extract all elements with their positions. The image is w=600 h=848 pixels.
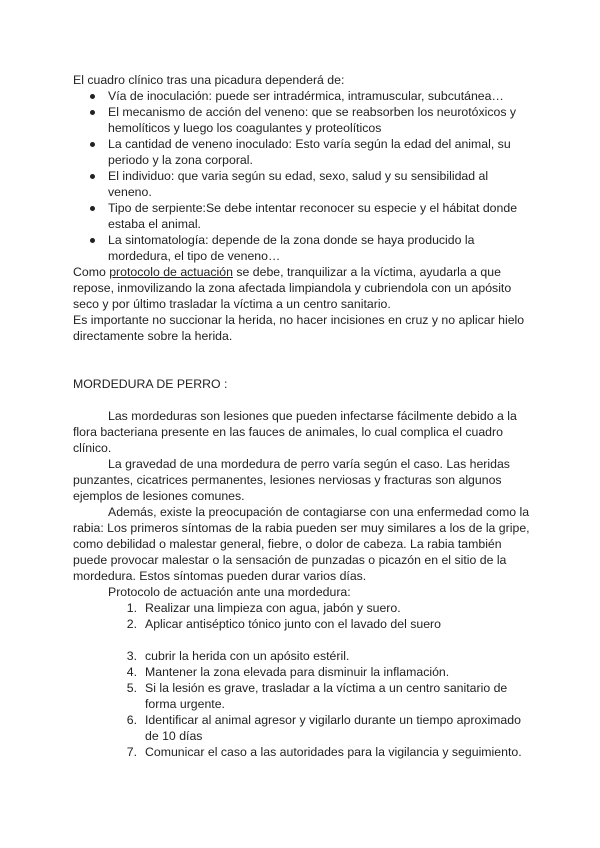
bullet-item-cont: estaba el animal. — [108, 217, 201, 231]
step-text-cont: forma urgente. — [145, 697, 225, 711]
bullet-item: La sintomatología: depende de la zona donde se haya producido la — [108, 233, 475, 247]
step-text: cubrir la herida con un apósito estéril. — [145, 649, 350, 663]
paragraph-line: rabia: Los primeros síntomas de la rabia pueden ser muy similares a los de la gripe, — [73, 521, 530, 535]
intro-text: El cuadro clínico tras una picadura dependerá de: — [73, 73, 345, 87]
protocol-line: repose, inmovilizando la zona afectada limpiandola y cubriendola con un apósito — [73, 281, 512, 295]
paragraph-line: ejemplos de lesiones comunes. — [73, 489, 245, 503]
warning-line: Es importante no succionar la herida, no hacer incisiones en cruz y no aplicar hielo — [73, 313, 525, 327]
paragraph-line: clínico. — [73, 441, 112, 455]
warning-line: directamente sobre la herida. — [73, 329, 233, 343]
step-text-cont: de 10 días — [145, 729, 203, 743]
bullet-item-cont: veneno. — [108, 185, 152, 199]
protocol-line — [73, 264, 501, 280]
step-number: 6. — [126, 713, 137, 727]
paragraph-line: Además, existe la preocupación de contagiarse con una enfermedad como la — [108, 505, 530, 519]
protocol-rest: se debe, tranquilizar a la víctima, ayudarla a que — [232, 265, 501, 279]
step-number: 5. — [126, 681, 137, 695]
bullet-dot — [90, 142, 95, 147]
bullet-dot — [90, 94, 95, 99]
bullet-item: Vía de inoculación: puede ser intradérmica, intramuscular, subcutánea… — [108, 89, 504, 103]
step-text: Identificar al animal agresor y vigilarlo durante un tiempo aproximado — [145, 713, 521, 727]
section-heading: MORDEDURA DE PERRO : — [73, 377, 228, 391]
paragraph-line: Las mordeduras son lesiones que pueden infectarse fácilmente debido a la — [108, 409, 517, 423]
step-number: 3. — [126, 649, 137, 663]
paragraph-line: como debilidad o malestar general, fiebre, o dolor de cabeza. La rabia también — [73, 537, 502, 551]
bullet-item: El mecanismo de acción del veneno: que se reabsorben los neurotóxicos y — [108, 105, 517, 119]
bullet-item-cont: mordedura, el tipo de veneno… — [108, 249, 281, 263]
step-number: 2. — [126, 617, 137, 631]
bullet-item: La cantidad de veneno inoculado: Esto varía según la edad del animal, su — [108, 137, 511, 151]
paragraph-line: mordedura. Estos síntomas pueden durar varios días. — [73, 569, 367, 583]
protocol-link[interactable]: protocolo de actuación — [109, 265, 233, 279]
bullet-dot — [90, 238, 95, 243]
protocol-line: seco y por último trasladar la víctima a un centro sanitario. — [73, 297, 391, 311]
bullet-item-cont: periodo y la zona corporal. — [108, 153, 253, 167]
bullet-dot — [90, 174, 95, 179]
bullet-item: Tipo de serpiente:Se debe intentar reconocer su especie y el hábitat donde — [108, 201, 518, 215]
bullet-item: El individuo: que varia según su edad, sexo, salud y su sensibilidad al — [108, 169, 489, 183]
step-text: Realizar una limpieza con agua, jabón y suero. — [145, 601, 401, 615]
bullet-item-cont: hemolíticos y luego los coagulantes y proteolíticos — [108, 121, 382, 135]
step-text: Mantener la zona elevada para disminuir la inflamación. — [145, 665, 450, 679]
step-text: Si la lesión es grave, trasladar a la víctima a un centro sanitario de — [145, 681, 508, 695]
paragraph-line: flora bacteriana presente en las fauces de animales, lo cual complica el cuadro — [73, 425, 503, 439]
paragraph-line: La gravedad de una mordedura de perro varía según el caso. Las heridas — [108, 457, 510, 471]
step-text: Comunicar el caso a las autoridades para la vigilancia y seguimiento. — [145, 745, 522, 759]
bullet-dot — [90, 110, 95, 115]
step-number: 1. — [126, 601, 137, 615]
paragraph-line: punzantes, cicatrices permanentes, lesiones nerviosas y fracturas son algunos — [73, 473, 502, 487]
protocol-prefix: Como — [73, 265, 110, 279]
paragraph-line: Protocolo de actuación ante una mordedura: — [108, 585, 351, 599]
step-number: 7. — [126, 745, 137, 759]
bullet-dot — [90, 206, 95, 211]
step-text: Aplicar antiséptico tónico junto con el lavado del suero — [145, 617, 441, 631]
step-number: 4. — [126, 665, 137, 679]
paragraph-line: puede provocar malestar o la sensación de punzadas o picazón en el sitio de la — [73, 553, 507, 567]
